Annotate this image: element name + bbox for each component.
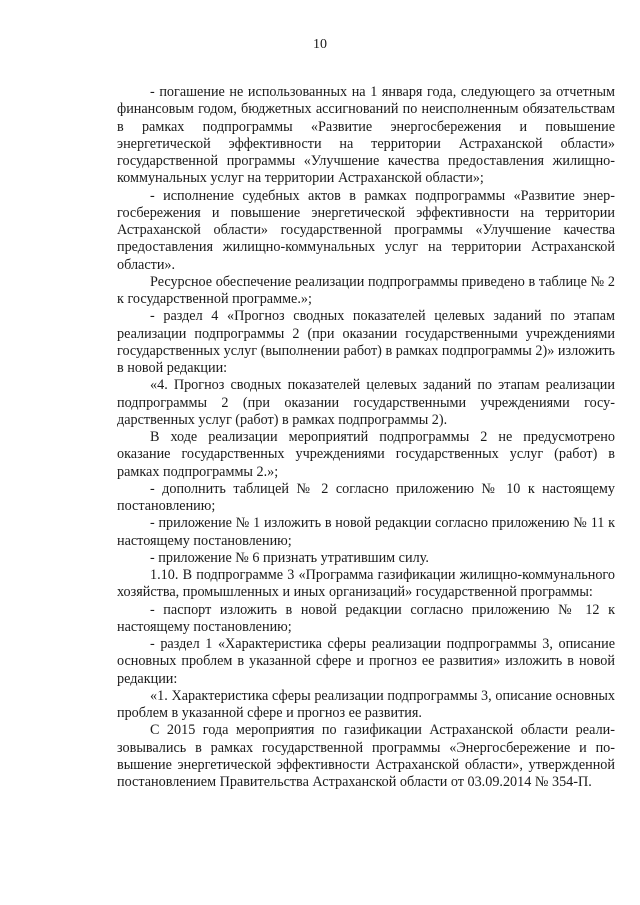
- document-body: [117, 84, 615, 791]
- paragraph-section-1-heading: «1. Характеристика сферы реализации подпрограммы 3, описание основных проблем в указанной сфере и прогноз ее развития.: [117, 687, 615, 721]
- paragraph-appendix-6-bullet: - приложение № 6 признать утратившим силу.: [150, 549, 429, 566]
- paragraph-table-2-bullet: - дополнить таблицей № 2 согласно приложению № 10 к настоящему постановлению;: [117, 480, 615, 514]
- paragraph-court-acts-bullet: - исполнение судебных актов в рамках подпрограммы «Развитие энергосбережения и повышение энергетической эффективности на территории Астраханской области» государственной программы «Улучшение качества предоставления жилищно-коммунальных услуг на территории Астраханской области».: [117, 187, 615, 273]
- paragraph-resource-provision: Ресурсное обеспечение реализации подпрограммы приведено в таблице № 2 к государственной программе.»;: [117, 273, 615, 307]
- paragraph-section-4-text: В ходе реализации мероприятий подпрограммы 2 не предусмотрено оказание государственных учреждениями государственных услуг (работ) в рамках подпрограммы 2.»;: [117, 429, 615, 480]
- paragraph-section-1-bullet: - раздел 1 «Характеристика сферы реализации подпрограммы 3, описание основных проблем в указанной сфере и прогноз ее развития» изложить в новой редакции:: [117, 636, 615, 687]
- paragraph-passport-bullet: - паспорт изложить в новой редакции согласно приложению № 12 к настоящему постановлению;: [117, 601, 615, 635]
- page-number: 10: [313, 37, 327, 52]
- paragraph-clause-1-10: 1.10. В подпрограмме 3 «Программа газификации жилищно-коммунального хозяйства, промышленных и иных организаций» государственной программы:: [117, 567, 615, 601]
- paragraph-section-4-bullet: - раздел 4 «Прогноз сводных показателей целевых заданий по этапам реализации подпрограммы 2 (при оказании государственными учреждениями государственных услуг (выполнении работ) в рамках подпрограммы 2)» изложить в новой редакции:: [117, 308, 615, 376]
- paragraph-gasification-2015: С 2015 года мероприятия по газификации Астраханской области реализовывались в рамках государственной программы «Энергосбережение и повышение энергетической эффективности Астраханской области», утвержденной постановлением Правительства Астраханской области от 03.09.2014 № 354-П.: [117, 722, 615, 790]
- paragraph-appendix-1-bullet: - приложение № 1 изложить в новой редакции согласно приложению № 11 к настоящему постановлению;: [117, 515, 615, 549]
- paragraph-repayment-bullet: - погашение не использованных на 1 января года, следующего за отчетным финансовым годом, бюджетных ассигнований по неисполненным обязательствам в рамках подпрограммы «Развитие энергосбережения и повышение энергетической эффективности на территории Астраханской области» государственной программы «Улучшение качества предоставления жилищно-коммунальных услуг на территории Астраханской области»;: [117, 84, 615, 187]
- paragraph-section-4-heading: «4. Прогноз сводных показателей целевых заданий по этапам реализации подпрограммы 2 (при оказании государственными учреждениями государственных услуг (работ) в рамках подпрограммы 2).: [117, 377, 615, 428]
